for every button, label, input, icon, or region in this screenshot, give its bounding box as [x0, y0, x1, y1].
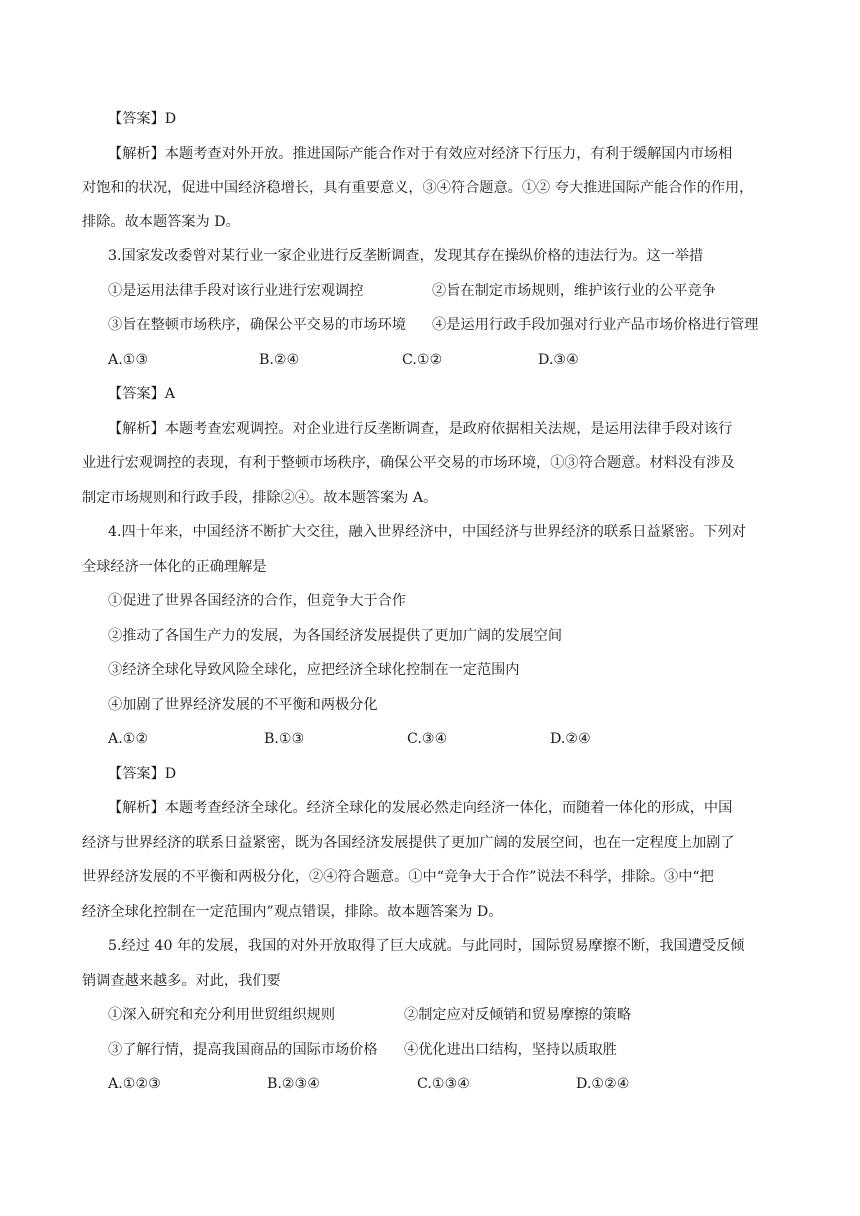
- q2-answer: 【答案】D: [108, 111, 177, 127]
- q3-option-c: C.①②: [402, 352, 443, 368]
- q3-analysis-line-1: 【解析】本题考查宏观调控。对企业进行反垄断调查，是政府依据相关法规，是运用法律手段对该行: [108, 421, 733, 437]
- q4-stem-line-1: 4.四十年来，中国经济不断扩大交往，融入世界经济中，中国经济与世界经济的联系日益紧密。下列对: [108, 524, 746, 540]
- q4-item-4: ④加剧了世界经济发展的不平衡和两极分化: [108, 697, 378, 713]
- q3-stem: 3.国家发改委曾对某行业一家企业进行反垄断调查，发现其存在操纵价格的违法行为。这一举措: [108, 248, 704, 264]
- q4-item-3: ③经济全球化导致风险全球化，应把经济全球化控制在一定范围内: [108, 662, 520, 678]
- q4-analysis-line-2: 经济与世界经济的联系日益紧密，既为各国经济发展提供了更加广阔的发展空间，也在一定程度上加剧了: [82, 835, 735, 851]
- q5-stem-line-2: 销调查越来越多。对此，我们要: [82, 973, 281, 989]
- q4-answer: 【答案】D: [108, 766, 177, 782]
- q4-item-1: ①促进了世界各国经济的合作，但竞争大于合作: [108, 593, 406, 609]
- q5-stem-line-1: 5.经过 40 年的发展，我国的对外开放取得了巨大成就。与此同时，国际贸易摩擦不断，我国遭受反倾: [108, 938, 745, 954]
- q5-item-1: ①深入研究和充分利用世贸组织规则: [108, 1007, 336, 1023]
- q4-analysis-line-4: 经济全球化控制在一定范围内”观点错误，排除。故本题答案为 D。: [82, 904, 503, 920]
- q4-item-2: ②推动了各国生产力的发展，为各国经济发展提供了更加广阔的发展空间: [108, 628, 563, 644]
- q5-option-b: B.②③④: [267, 1076, 321, 1092]
- q3-item-1: ①是运用法律手段对该行业进行宏观调控: [108, 283, 364, 299]
- q4-analysis-line-3: 世界经济发展的不平衡和两极分化，②④符合题意。①中“竞争大于合作”说法不科学，排除。③中“把: [82, 869, 714, 885]
- q4-option-c: C.③④: [407, 731, 448, 747]
- q5-option-d: D.①②④: [576, 1076, 630, 1092]
- q4-analysis-line-1: 【解析】本题考查经济全球化。经济全球化的发展必然走向经济一体化，而随着一体化的形成，中国: [108, 800, 733, 816]
- q2-analysis-line-2: 对饱和的状况，促进中国经济稳增长，具有重要意义，③④符合题意。①② 夸大推进国际产能合作的作用，: [82, 180, 754, 196]
- q3-option-a: A.①③: [108, 352, 149, 368]
- q3-answer: 【答案】A: [108, 386, 175, 402]
- q3-analysis-line-2: 业进行宏观调控的表现，有利于整顿市场秩序，确保公平交易的市场环境，①③符合题意。材料没有涉及: [82, 455, 735, 471]
- q5-option-c: C.①③④: [417, 1076, 471, 1092]
- q4-stem-line-2: 全球经济一体化的正确理解是: [82, 559, 267, 575]
- q2-analysis-line-1: 【解析】本题考查对外开放。推进国际产能合作对于有效应对经济下行压力，有利于缓解国内市场相: [108, 146, 733, 162]
- q3-analysis-line-3: 制定市场规则和行政手段，排除②④。故本题答案为 A。: [82, 490, 438, 506]
- q4-option-a: A.①②: [108, 731, 149, 747]
- q2-analysis-line-3: 排除。故本题答案为 D。: [82, 214, 240, 230]
- q5-option-a: A.①②③: [108, 1076, 161, 1092]
- q3-item-4: ④是运用行政手段加强对行业产品市场价格进行管理: [432, 317, 759, 333]
- q3-option-b: B.②④: [259, 352, 300, 368]
- q5-item-4: ④优化进出口结构，坚持以质取胜: [404, 1042, 617, 1058]
- q4-option-d: D.②④: [550, 731, 591, 747]
- q3-item-2: ②旨在制定市场规则，维护该行业的公平竞争: [432, 283, 716, 299]
- q5-item-2: ②制定应对反倾销和贸易摩擦的策略: [404, 1007, 632, 1023]
- q4-option-b: B.①③: [264, 731, 305, 747]
- q5-item-3: ③了解行情，提高我国商品的国际市场价格: [108, 1042, 378, 1058]
- q3-item-3: ③旨在整顿市场秩序，确保公平交易的市场环境: [108, 317, 406, 333]
- q3-option-d: D.③④: [538, 352, 579, 368]
